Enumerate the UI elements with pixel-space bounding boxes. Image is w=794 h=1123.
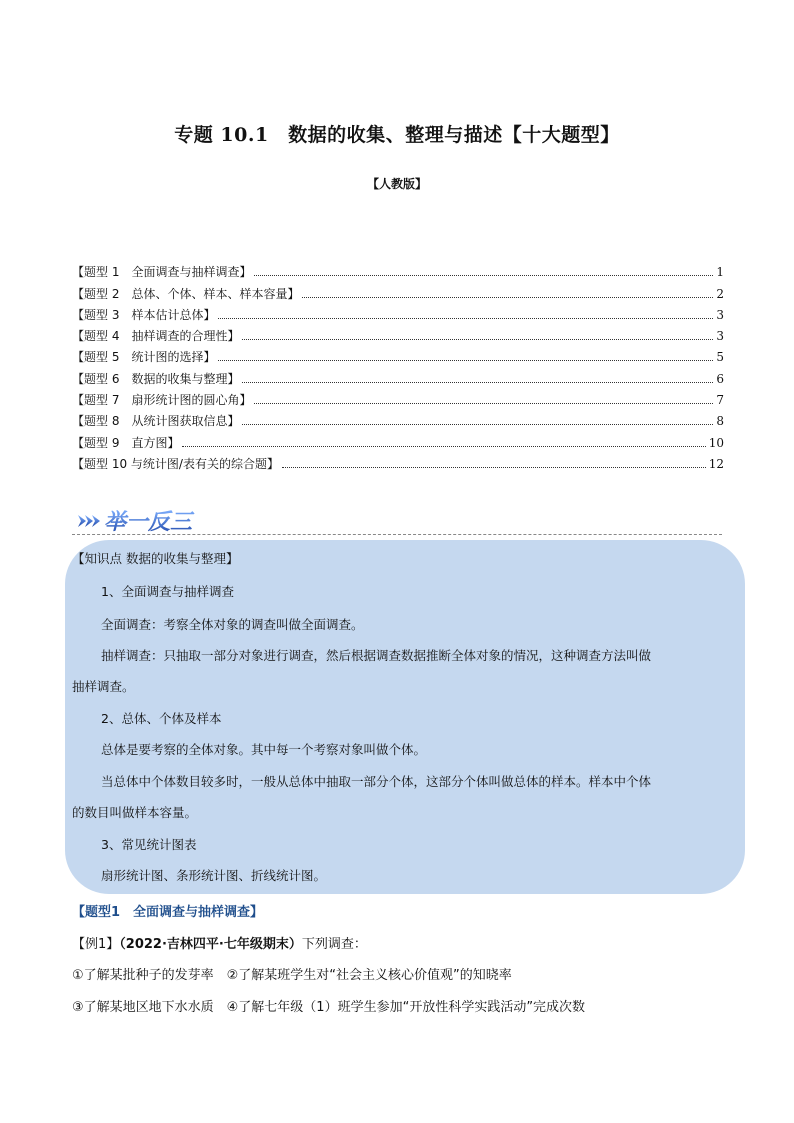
paragraph: 全面调查：考察全体对象的调查叫做全面调查。: [101, 617, 364, 632]
toc-leader: [254, 402, 713, 404]
paragraph: 扇形统计图、条形统计图、折线统计图。: [101, 868, 327, 883]
toc-entry-page: 7: [716, 393, 724, 408]
toc-entry-label: 【题型 1 全面调查与抽样调查】: [72, 265, 252, 280]
banner-divider: [72, 534, 722, 535]
toc-leader: [254, 274, 713, 276]
toc-leader: [282, 466, 706, 468]
section-heading: 3、常见统计图表: [101, 837, 197, 852]
example-items-line: ③了解某地区地下水水质 ④了解七年级（1）班学生参加“开放性科学实践活动”完成次数: [72, 1000, 586, 1015]
toc-entry[interactable]: [72, 280, 724, 301]
toc-entry[interactable]: [72, 323, 724, 344]
toc-entry-page: 5: [716, 350, 724, 365]
toc-leader: [302, 296, 713, 298]
example-label: 【例1】: [72, 937, 120, 952]
question-type-heading: 【题型1 全面调查与抽样调查】: [72, 905, 264, 920]
example-stem: 下列调查：: [301, 937, 367, 952]
toc-leader: [242, 338, 713, 340]
toc-entry[interactable]: [72, 451, 724, 472]
paragraph: 当总体中个体数目较多时，一般从总体中抽取一部分个体，这部分个体叫做总体的样本。样本中个体: [101, 774, 652, 789]
document-title: 专题 10.1 数据的收集、整理与描述【十大题型】: [174, 124, 620, 146]
toc-leader: [182, 445, 705, 447]
example-items-line: ①了解某批种子的发芽率 ②了解某班学生对“社会主义核心价值观”的知晓率: [72, 968, 512, 983]
toc-entry-page: 3: [716, 307, 724, 322]
toc-entry-label: 【题型 5 统计图的选择】: [72, 350, 216, 365]
table-of-contents: [72, 259, 724, 472]
toc-entry-label: 【题型 6 数据的收集与整理】: [72, 371, 240, 386]
toc-entry-label: 【题型 10 与统计图/表有关的综合题】: [72, 456, 279, 471]
banner-title: 举一反三: [104, 509, 193, 535]
toc-entry-page: 8: [716, 414, 724, 429]
paragraph: 抽样调查：只抽取一部分对象进行调查，然后根据调查数据推断全体对象的情况，这种调查方法叫做: [101, 648, 652, 663]
toc-leader: [242, 381, 713, 383]
toc-entry-page: 2: [716, 286, 724, 301]
toc-entry-page: 12: [708, 456, 724, 471]
section-heading: 1、全面调查与抽样调查: [101, 584, 234, 599]
toc-entry[interactable]: [72, 408, 724, 429]
arrow-icon: [78, 515, 100, 527]
example-line: [72, 933, 367, 952]
edition-label: 【人教版】: [366, 177, 427, 191]
toc-entry[interactable]: [72, 429, 724, 450]
toc-leader: [218, 317, 713, 319]
knowledge-heading: 【知识点 数据的收集与整理】: [72, 551, 239, 566]
toc-entry-label: 【题型 4 抽样调查的合理性】: [72, 329, 240, 344]
section-heading: 2、总体、个体及样本: [101, 711, 222, 726]
toc-entry[interactable]: [72, 344, 724, 365]
toc-entry[interactable]: [72, 387, 724, 408]
toc-entry-page: 1: [716, 265, 724, 280]
paragraph: 总体是要考察的全体对象。其中每一个考察对象叫做个体。: [101, 742, 427, 757]
toc-entry-label: 【题型 2 总体、个体、样本、样本容量】: [72, 286, 300, 301]
toc-entry[interactable]: [72, 302, 724, 323]
toc-entry-label: 【题型 3 样本估计总体】: [72, 307, 216, 322]
knowledge-callout: [65, 540, 745, 894]
toc-entry[interactable]: [72, 365, 724, 386]
paragraph: 抽样调查。: [72, 679, 135, 694]
toc-entry-label: 【题型 7 扇形统计图的圆心角】: [72, 393, 252, 408]
toc-entry-label: 【题型 9 直方图】: [72, 435, 180, 450]
toc-entry-page: 10: [708, 435, 724, 450]
paragraph: 的数目叫做样本容量。: [72, 805, 198, 820]
toc-leader: [242, 423, 713, 425]
toc-leader: [218, 359, 713, 361]
example-source: （2022·吉林四平·七年级期末）: [119, 937, 302, 952]
toc-entry[interactable]: [72, 259, 724, 280]
toc-entry-label: 【题型 8 从统计图获取信息】: [72, 414, 240, 429]
toc-entry-page: 3: [716, 329, 724, 344]
toc-entry-page: 6: [716, 371, 724, 386]
